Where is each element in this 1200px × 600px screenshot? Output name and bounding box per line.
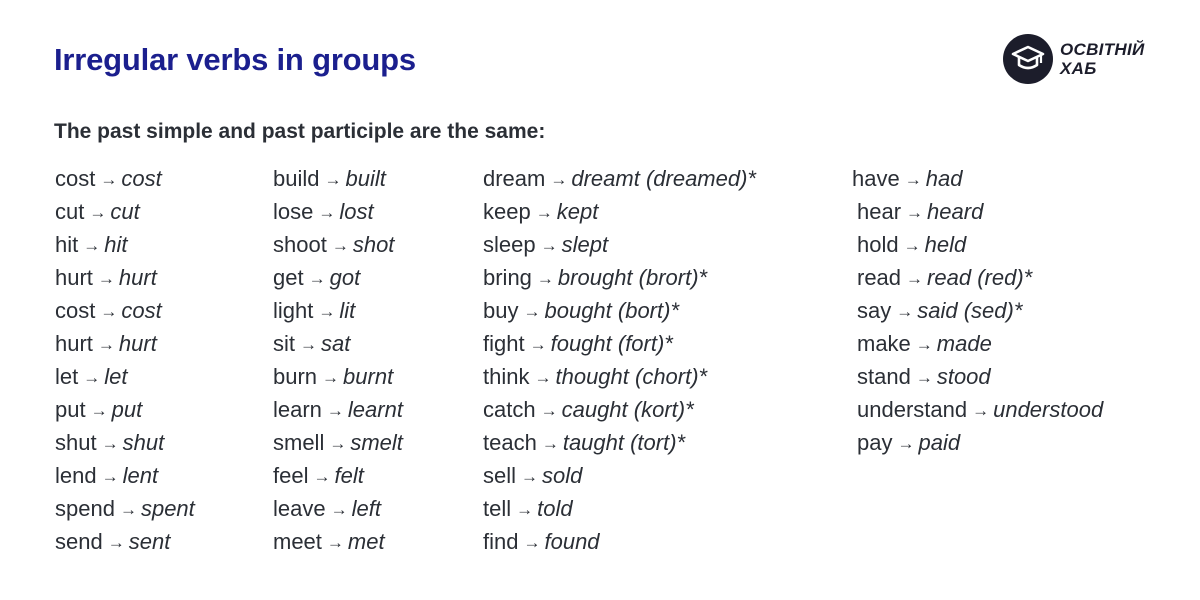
- verb-row: [273, 459, 403, 492]
- verb-past-form: shot: [352, 232, 395, 257]
- verb-past-form: cut: [110, 199, 140, 224]
- verb-past-form: heard: [927, 199, 984, 224]
- arrow-right-icon: →: [97, 335, 115, 354]
- verb-past-form: got: [329, 265, 361, 290]
- arrow-right-icon: →: [326, 533, 344, 552]
- verb-base-form: hit: [55, 232, 79, 257]
- verb-row: [852, 228, 1103, 261]
- verb-past-form: slept: [561, 232, 609, 257]
- verb-row: [55, 459, 195, 492]
- verb-row: [273, 525, 403, 558]
- verb-row: [55, 426, 195, 459]
- verb-base-form: smell: [273, 430, 325, 455]
- verb-past-form: thought (chort)*: [555, 364, 708, 389]
- arrow-right-icon: →: [326, 401, 344, 420]
- verb-row: [483, 393, 756, 426]
- verb-past-form: let: [104, 364, 128, 389]
- verb-row: [273, 393, 403, 426]
- arrow-right-icon: →: [540, 401, 558, 420]
- arrow-right-icon: →: [897, 434, 915, 453]
- arrow-right-icon: →: [534, 368, 552, 387]
- verb-past-form: spent: [140, 496, 195, 521]
- verb-row: [483, 492, 756, 525]
- verb-past-form: understood: [993, 397, 1104, 422]
- verb-row: [273, 327, 403, 360]
- verb-base-form: burn: [273, 364, 318, 389]
- verb-past-form: held: [924, 232, 967, 257]
- arrow-right-icon: →: [100, 170, 118, 189]
- verb-base-form: fight: [483, 331, 525, 356]
- verb-past-form: made: [936, 331, 992, 356]
- verb-base-form: tell: [483, 496, 512, 521]
- verb-base-form: have: [852, 166, 900, 191]
- verb-base-form: put: [55, 397, 86, 422]
- verb-base-form: learn: [273, 397, 322, 422]
- verb-row: [273, 294, 403, 327]
- verb-past-form: stood: [936, 364, 991, 389]
- arrow-right-icon: →: [313, 467, 331, 486]
- verb-past-form: kept: [556, 199, 599, 224]
- arrow-right-icon: →: [331, 236, 349, 255]
- verb-row: [273, 426, 403, 459]
- verb-base-form: read: [857, 265, 902, 290]
- verb-base-form: sleep: [483, 232, 536, 257]
- arrow-right-icon: →: [107, 533, 125, 552]
- verb-row: [483, 261, 756, 294]
- verb-base-form: cost: [55, 166, 96, 191]
- arrow-right-icon: →: [83, 368, 101, 387]
- arrow-right-icon: →: [540, 236, 558, 255]
- arrow-right-icon: →: [308, 269, 326, 288]
- arrow-right-icon: →: [541, 434, 559, 453]
- arrow-right-icon: →: [330, 500, 348, 519]
- logo-line-1: ОСВІТНІЙ: [1060, 40, 1145, 59]
- verb-past-form: shut: [122, 430, 165, 455]
- verb-row: [483, 195, 756, 228]
- verb-row: [852, 360, 1103, 393]
- verb-row: [273, 492, 403, 525]
- arrow-right-icon: →: [904, 170, 922, 189]
- verb-row: [273, 162, 403, 195]
- verb-row: [483, 426, 756, 459]
- verb-base-form: bring: [483, 265, 532, 290]
- verb-row: [55, 492, 195, 525]
- verb-base-form: lose: [273, 199, 314, 224]
- verb-row: [852, 426, 1103, 459]
- arrow-right-icon: →: [536, 269, 554, 288]
- verb-row: [55, 162, 195, 195]
- verb-base-form: teach: [483, 430, 537, 455]
- arrow-right-icon: →: [535, 203, 553, 222]
- verb-past-form: built: [345, 166, 386, 191]
- verb-past-form: bought (bort)*: [544, 298, 680, 323]
- verb-base-form: dream: [483, 166, 546, 191]
- arrow-right-icon: →: [90, 401, 108, 420]
- arrow-right-icon: →: [516, 500, 534, 519]
- verb-past-form: read (red)*: [927, 265, 1033, 290]
- arrow-right-icon: →: [100, 302, 118, 321]
- verb-base-form: say: [857, 298, 892, 323]
- arrow-right-icon: →: [324, 170, 342, 189]
- verb-row: [273, 360, 403, 393]
- verb-past-form: sat: [321, 331, 351, 356]
- verb-past-form: hit: [104, 232, 128, 257]
- verb-row: [55, 294, 195, 327]
- arrow-right-icon: →: [523, 302, 541, 321]
- verb-base-form: buy: [483, 298, 519, 323]
- verb-row: [852, 162, 1103, 195]
- verb-row: [852, 261, 1103, 294]
- verb-past-form: lost: [339, 199, 374, 224]
- verb-base-form: cost: [55, 298, 96, 323]
- arrow-right-icon: →: [83, 236, 101, 255]
- verb-row: [55, 228, 195, 261]
- verb-past-form: fought (fort)*: [550, 331, 673, 356]
- verb-row: [483, 525, 756, 558]
- verb-row: [55, 327, 195, 360]
- arrow-right-icon: →: [906, 203, 924, 222]
- verb-base-form: sit: [273, 331, 295, 356]
- verb-past-form: hurt: [118, 331, 157, 356]
- arrow-right-icon: →: [329, 434, 347, 453]
- arrow-right-icon: →: [972, 401, 990, 420]
- verb-column-2: [273, 162, 403, 558]
- arrow-right-icon: →: [529, 335, 547, 354]
- verb-base-form: hold: [857, 232, 899, 257]
- section-heading: The past simple and past participle are the same:: [54, 120, 546, 143]
- verb-row: [483, 327, 756, 360]
- verb-base-form: stand: [857, 364, 911, 389]
- verb-base-form: leave: [273, 496, 326, 521]
- verb-base-form: send: [55, 529, 103, 554]
- verb-past-form: paid: [918, 430, 961, 455]
- arrow-right-icon: →: [101, 434, 119, 453]
- verb-base-form: pay: [857, 430, 893, 455]
- verb-row: [55, 360, 195, 393]
- arrow-right-icon: →: [300, 335, 317, 354]
- verb-row: [852, 294, 1103, 327]
- verb-row: [55, 393, 195, 426]
- verb-column-4: [852, 162, 1103, 459]
- verb-base-form: understand: [857, 397, 968, 422]
- page-title: Irregular verbs in groups: [54, 42, 416, 77]
- verb-past-form: cost: [121, 298, 162, 323]
- verb-past-form: hurt: [118, 265, 157, 290]
- verb-past-form: brought (brort)*: [557, 265, 708, 290]
- verb-past-form: told: [537, 496, 573, 521]
- verb-row: [273, 228, 403, 261]
- verb-past-form: lent: [122, 463, 159, 488]
- verb-past-form: said (sed)*: [917, 298, 1023, 323]
- arrow-right-icon: →: [318, 302, 336, 321]
- arrow-right-icon: →: [906, 269, 924, 288]
- verb-base-form: shoot: [273, 232, 327, 257]
- verb-base-form: lend: [55, 463, 97, 488]
- verb-base-form: hurt: [55, 331, 93, 356]
- verb-row: [483, 294, 756, 327]
- verb-row: [273, 261, 403, 294]
- verb-column-1: [55, 162, 195, 558]
- verb-row: [273, 195, 403, 228]
- verb-base-form: think: [483, 364, 530, 389]
- verb-base-form: hurt: [55, 265, 93, 290]
- verb-past-form: sent: [128, 529, 171, 554]
- arrow-right-icon: →: [318, 203, 336, 222]
- verb-base-form: feel: [273, 463, 309, 488]
- arrow-right-icon: →: [550, 170, 568, 189]
- brand-logo: [1003, 34, 1145, 84]
- verb-row: [55, 525, 195, 558]
- arrow-right-icon: →: [322, 368, 340, 387]
- verb-past-form: put: [111, 397, 143, 422]
- verb-past-form: caught (kort)*: [561, 397, 694, 422]
- verb-past-form: lit: [339, 298, 356, 323]
- verb-row: [483, 360, 756, 393]
- verb-base-form: make: [857, 331, 911, 356]
- arrow-right-icon: →: [89, 203, 107, 222]
- verb-past-form: met: [347, 529, 385, 554]
- verb-past-form: smelt: [350, 430, 403, 455]
- verb-base-form: light: [273, 298, 314, 323]
- verb-row: [483, 228, 756, 261]
- verb-base-form: let: [55, 364, 79, 389]
- verb-past-form: cost: [121, 166, 162, 191]
- arrow-right-icon: →: [119, 500, 137, 519]
- verb-row: [852, 195, 1103, 228]
- arrow-right-icon: →: [523, 533, 541, 552]
- verb-base-form: hear: [857, 199, 902, 224]
- verb-past-form: found: [544, 529, 600, 554]
- arrow-right-icon: →: [896, 302, 914, 321]
- verb-base-form: cut: [55, 199, 85, 224]
- verb-past-form: learnt: [347, 397, 403, 422]
- verb-base-form: build: [273, 166, 320, 191]
- verb-past-form: dreamt (dreamed)*: [571, 166, 756, 191]
- logo-line-2: ХАБ: [1060, 59, 1097, 78]
- verb-past-form: felt: [334, 463, 364, 488]
- verb-past-form: burnt: [343, 364, 394, 389]
- verb-base-form: meet: [273, 529, 322, 554]
- verb-base-form: sell: [483, 463, 517, 488]
- verb-base-form: spend: [55, 496, 115, 521]
- verb-row: [483, 162, 756, 195]
- arrow-right-icon: →: [97, 269, 115, 288]
- verb-row: [852, 327, 1103, 360]
- verb-base-form: catch: [483, 397, 536, 422]
- verb-past-form: sold: [542, 463, 583, 488]
- verb-base-form: keep: [483, 199, 531, 224]
- verb-row: [852, 393, 1103, 426]
- arrow-right-icon: →: [521, 467, 539, 486]
- verb-base-form: find: [483, 529, 519, 554]
- verb-row: [483, 459, 756, 492]
- verb-base-form: shut: [55, 430, 97, 455]
- arrow-right-icon: →: [903, 236, 921, 255]
- verb-past-form: had: [925, 166, 963, 191]
- verb-past-form: left: [351, 496, 381, 521]
- arrow-right-icon: →: [101, 467, 119, 486]
- verb-row: [55, 195, 195, 228]
- verb-row: [55, 261, 195, 294]
- verb-past-form: taught (tort)*: [562, 430, 686, 455]
- verb-base-form: get: [273, 265, 304, 290]
- logo-wordmark: [1060, 40, 1145, 78]
- graduation-cap-icon: [1003, 34, 1053, 84]
- arrow-right-icon: →: [915, 335, 933, 354]
- verb-column-3: [483, 162, 756, 558]
- arrow-right-icon: →: [915, 368, 933, 387]
